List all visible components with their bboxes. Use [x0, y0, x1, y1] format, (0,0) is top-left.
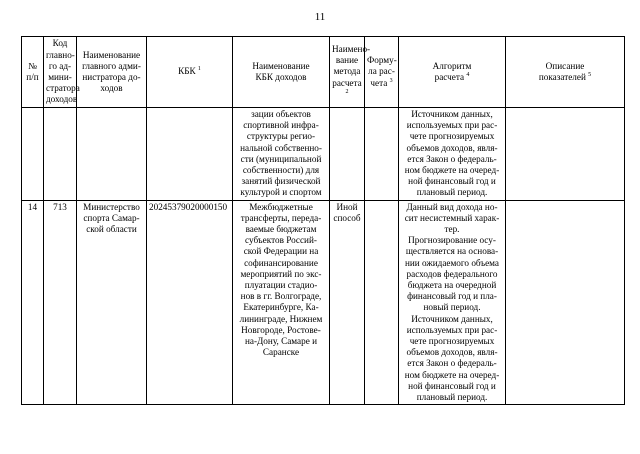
header-algorithm-label: Алгоритм расчета — [432, 60, 472, 82]
row-kbk — [147, 108, 233, 201]
row-algorithm: Данный вид дохода но- сит несистемный харак- тер. Прогнозирование осу- ществляется на основа- нии ожидаемого объема расходов федерального бюджета на очередной финансовый год и пла- новый период. Источником данных, используемых при рас- чете прогнозируемых объемов доходов, явля- ется Закон о федераль- ном бюджете на очеред- ной финансовый год и плановый период. — [399, 200, 506, 405]
row-kbk: 20245379020000150 — [147, 200, 233, 405]
header-kbk — [147, 37, 233, 108]
header-admin-code: Код главно- го ад- мини- стратора доходов — [44, 37, 77, 108]
row-description — [506, 200, 625, 405]
page-number: 11 — [314, 11, 326, 23]
header-row — [22, 37, 625, 108]
row-admin-name: Министерство спорта Самар- ской области — [77, 200, 147, 405]
header-method — [330, 37, 371, 108]
footnote-2: 2 — [345, 88, 349, 95]
header-number: № п/п — [22, 37, 44, 108]
row-description — [506, 108, 625, 201]
row-kbk-name: зации объектов спортивной инфра- структуры регио- нальной собственно- сти (муниципальной собственности) для занятий физической культурой и спортом — [233, 108, 330, 201]
row-admin-code — [44, 108, 77, 201]
row-kbk-name: Межбюджетные трансферты, переда- ваемые бюджетам субъектов Россий- ской Федерации на софинансирование мероприятий по экс- плуатации стадио- нов в гг. Волгограде, Екатеринбурге, Ка- лининграде, Нижнем Новгороде, Ростове- на-Дону, Самаре и Саранске — [233, 200, 330, 405]
row-number — [22, 108, 44, 201]
table-row — [22, 200, 625, 405]
footnote-1: 1 — [197, 66, 201, 73]
revenue-forecast-table — [21, 36, 625, 405]
header-kbk-label: КБК — [178, 66, 196, 77]
header-description-label: Описание показателей — [538, 60, 586, 82]
footnote-3: 3 — [389, 77, 393, 84]
table-row — [22, 108, 625, 201]
row-formula — [365, 108, 399, 201]
header-algorithm — [399, 37, 506, 108]
header-admin-name: Наименование главного адми- нистратора до- ходов — [77, 37, 147, 108]
row-method — [330, 108, 365, 201]
footnote-4: 4 — [466, 71, 470, 78]
row-algorithm: Источником данных, используемых при рас- чете прогнозируемых объемов доходов, явля- ется Закон о федераль- ном бюджете на очеред- ной финансовый год и плановый период. — [399, 108, 506, 201]
row-formula — [365, 200, 399, 405]
row-admin-code: 713 — [44, 200, 77, 405]
header-kbk-name: Наименование КБК доходов — [233, 37, 330, 108]
header-method-label: Наимено- вание метода расчета — [332, 43, 371, 88]
footnote-5: 5 — [588, 71, 592, 78]
row-admin-name — [77, 108, 147, 201]
row-method: Иной способ — [330, 200, 365, 405]
row-number: 14 — [22, 200, 44, 405]
header-formula-label: Форму- ла рас- чета — [367, 55, 397, 88]
header-description — [506, 37, 625, 108]
